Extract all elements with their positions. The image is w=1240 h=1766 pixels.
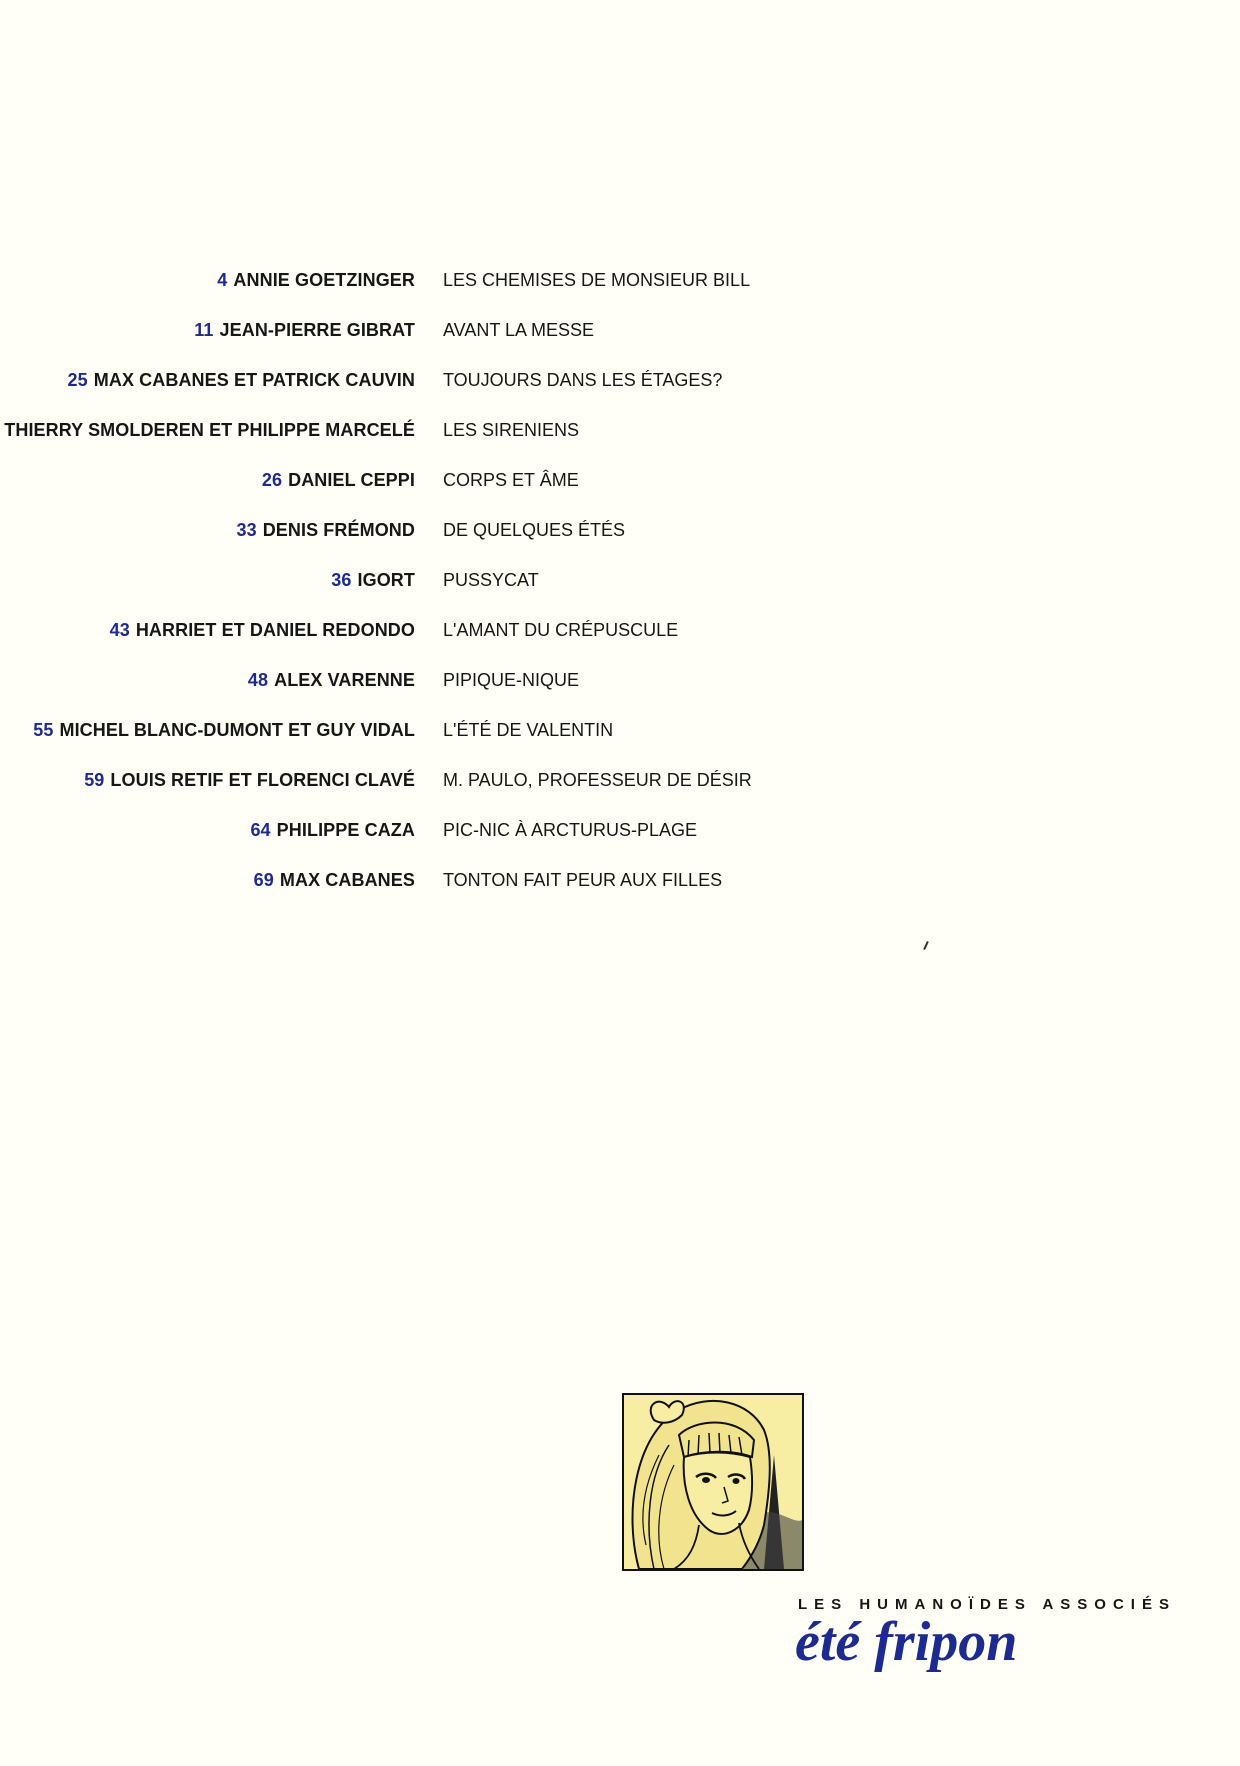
toc-page-number: 43 <box>109 620 130 640</box>
toc-story-title: PIC-NIC À ARCTURUS-PLAGE <box>443 820 698 840</box>
toc-row <box>0 370 1240 400</box>
toc-story-title: DE QUELQUES ÉTÉS <box>443 520 626 540</box>
toc-story-title: CORPS ET ÂME <box>443 470 579 490</box>
toc-story-title: LES CHEMISES DE MONSIEUR BILL <box>443 270 751 290</box>
toc-authors: IGORT <box>357 570 415 590</box>
toc-page-number: 55 <box>33 720 54 740</box>
toc-page-number: 69 <box>253 870 274 890</box>
toc-row <box>0 620 1240 650</box>
toc-story-title: TOUJOURS DANS LES ÉTAGES? <box>443 370 723 390</box>
toc-authors: MICHEL BLANC-DUMONT ET GUY VIDAL <box>59 720 415 740</box>
toc-story-title: PUSSYCAT <box>443 570 539 590</box>
toc-authors: MAX CABANES <box>279 870 415 890</box>
toc-authors: THIERRY SMOLDEREN ET PHILIPPE MARCELÉ <box>4 420 415 440</box>
toc-row <box>0 520 1240 550</box>
toc-story-title: L'ÉTÉ DE VALENTIN <box>443 720 614 740</box>
toc-authors: MAX CABANES ET PATRICK CAUVIN <box>93 370 415 390</box>
toc-page-number: 36 <box>331 570 352 590</box>
toc-page-number: 4 <box>217 270 228 290</box>
toc-authors: DENIS FRÉMOND <box>262 520 415 540</box>
toc-row <box>0 870 1240 900</box>
toc-authors: LOUIS RETIF ET FLORENCI CLAVÉ <box>110 770 415 790</box>
toc-row <box>0 320 1240 350</box>
toc-authors: PHILIPPE CAZA <box>276 820 415 840</box>
collection-logo: été fripon <box>795 1611 1018 1673</box>
toc-row <box>0 720 1240 750</box>
toc-page-number: 59 <box>84 770 105 790</box>
toc-row <box>0 670 1240 700</box>
toc-page-number: 25 <box>67 370 88 390</box>
portrait-illustration <box>622 1393 804 1571</box>
toc-authors: HARRIET ET DANIEL REDONDO <box>135 620 415 640</box>
toc-story-title: AVANT LA MESSE <box>443 320 595 340</box>
toc-story-title: M. PAULO, PROFESSEUR DE DÉSIR <box>443 770 752 790</box>
toc-authors: DANIEL CEPPI <box>288 470 415 490</box>
toc-page-number: 48 <box>247 670 269 690</box>
girl-portrait-drawing <box>624 1395 802 1569</box>
toc-row <box>0 570 1240 600</box>
toc-page-number: 26 <box>261 470 283 490</box>
toc-authors: ANNIE GOETZINGER <box>233 270 415 290</box>
toc-row <box>0 770 1240 800</box>
toc-row <box>0 420 1240 450</box>
publisher-name: LES HUMANOÏDES ASSOCIÉS <box>798 1596 1176 1613</box>
toc-story-title: PIPIQUE-NIQUE <box>443 670 580 690</box>
toc-authors: JEAN-PIERRE GIBRAT <box>219 320 415 340</box>
toc-page-number: 33 <box>236 520 257 540</box>
toc-row <box>0 470 1240 500</box>
toc-page-number: 64 <box>250 820 271 840</box>
toc-row <box>0 270 1240 300</box>
toc-page-number: 11 <box>194 320 214 340</box>
toc-row <box>0 820 1240 850</box>
toc-authors: ALEX VARENNE <box>274 670 415 690</box>
toc-story-title: LES SIRENIENS <box>443 420 580 440</box>
toc-story-title: TONTON FAIT PEUR AUX FILLES <box>443 870 723 890</box>
stray-ink-mark <box>923 941 929 950</box>
toc-story-title: L'AMANT DU CRÉPUSCULE <box>443 620 679 640</box>
